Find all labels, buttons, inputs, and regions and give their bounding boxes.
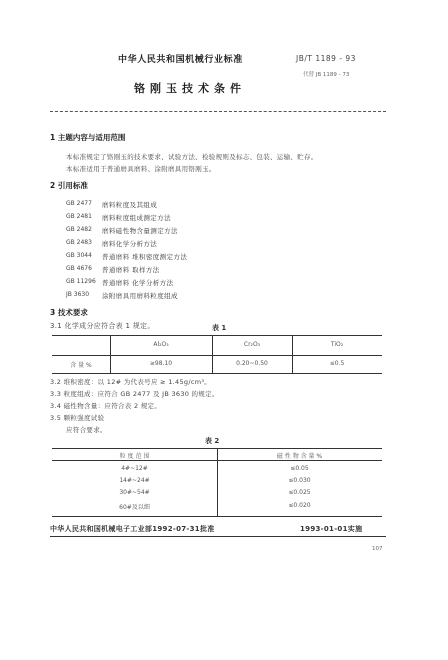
table-1-caption: 表 1 — [212, 324, 227, 332]
table-2-bottom-rule — [52, 516, 382, 517]
ref-name: 普通磨料 堆积密度测定方法 — [102, 253, 188, 261]
ref-code: GB 11296 — [66, 278, 96, 285]
ref-code: GB 2477 — [66, 200, 92, 207]
ref-name: 磨料粒度及其组成 — [102, 201, 158, 209]
ref-code: JB 3630 — [66, 291, 90, 298]
clause-3-2: 3.2 堆积密度：以 12# 为代表号应 ≥ 1.45g/cm³。 — [50, 378, 212, 386]
ref-name: 普通磨料 化学分析方法 — [102, 279, 174, 287]
ref-name: 普通磨料 取样方法 — [102, 266, 160, 274]
table-1-top-rule — [52, 335, 382, 336]
header-divider — [50, 111, 386, 112]
ref-code: GB 4676 — [66, 265, 92, 272]
table-1-value-cell: ≤0.5 — [329, 360, 345, 367]
ref-name: 涂附磨具用磨料粒度组成 — [102, 292, 178, 300]
table-2-header-cell: 磁 性 物 含 量 % — [276, 453, 323, 460]
table-1-value-cell: 0.20~0.50 — [236, 360, 268, 367]
ref-code: GB 3044 — [66, 252, 92, 259]
implementation-date: 1993-01-01实施 — [300, 525, 363, 533]
approval-note: 中华人民共和国机械电子工业部1992-07-31批准 — [50, 525, 215, 533]
ref-code: GB 2482 — [66, 226, 92, 233]
section-2-heading: 2 引用标准 — [50, 181, 88, 190]
table-1-mid-rule — [52, 355, 382, 356]
clause-3-3: 3.3 粒度组成：应符合 GB 2477 及 JB 3630 的规定。 — [50, 390, 219, 398]
table-2-caption: 表 2 — [205, 437, 220, 445]
table-2-range-cell: 4#~12# — [121, 465, 148, 472]
replaces-note: 代替 JB 1189 - 73 — [303, 72, 350, 78]
table-1-row-label: 含 量 % — [70, 362, 92, 369]
footer-rule — [50, 536, 386, 537]
ref-code: GB 2481 — [66, 213, 92, 220]
table-1-value-cell: ≥98.10 — [149, 360, 173, 367]
section-1-line: 本标准适用于普通磨具磨料、涂附磨具用铬刚玉。 — [66, 165, 216, 173]
section-1-line: 本标准规定了铬刚玉的技术要求、试验方法、检验规则及标志、包装、运输、贮存。 — [66, 153, 318, 161]
org-title: 中华人民共和国机械行业标准 — [118, 55, 243, 65]
ref-name: 磨料磁性物含量测定方法 — [102, 227, 178, 235]
ref-code: GB 2483 — [66, 239, 92, 246]
table-2-value-cell: ≤0.05 — [290, 465, 309, 472]
table-2-range-cell: 30#~54# — [119, 489, 150, 496]
table-1-header-cell: Al₂O₃ — [153, 341, 169, 348]
table-1 — [52, 335, 382, 373]
table-1-bottom-rule — [52, 373, 382, 374]
table-2-header-cell: 粒 度 范 围 — [119, 453, 150, 460]
clause-3-4: 3.4 磁性物含量：应符合表 2 规定。 — [50, 402, 162, 410]
table-2-range-cell: 60#及以细 — [119, 504, 150, 511]
ref-name: 磨料化学分析方法 — [102, 240, 158, 248]
table-2-range-cell: 14#~24# — [119, 477, 150, 484]
table-2 — [52, 448, 382, 516]
table-1-header-cell: Cr₂O₃ — [243, 341, 261, 348]
clause-3-1: 3.1 化学成分应符合表 1 规定。 — [50, 322, 155, 330]
table-2-value-cell: ≤0.030 — [288, 477, 311, 484]
standard-number: JB/T 1189 - 93 — [296, 54, 356, 63]
document-title: 铬刚玉技术条件 — [134, 82, 246, 95]
table-2-value-cell: ≤0.025 — [288, 489, 311, 496]
ref-name: 磨料粒度组成测定方法 — [102, 214, 171, 222]
clause-3-5-text: 应符合要求。 — [66, 426, 107, 434]
table-2-value-cell: ≤0.020 — [288, 502, 311, 509]
page-number: 107 — [372, 546, 383, 552]
section-1-heading: 1 主题内容与适用范围 — [50, 133, 126, 142]
section-3-heading: 3 技术要求 — [50, 308, 88, 317]
table-1-header-cell: TiO₂ — [330, 341, 344, 348]
clause-3-5: 3.5 颗粒强度试验 — [50, 414, 105, 422]
